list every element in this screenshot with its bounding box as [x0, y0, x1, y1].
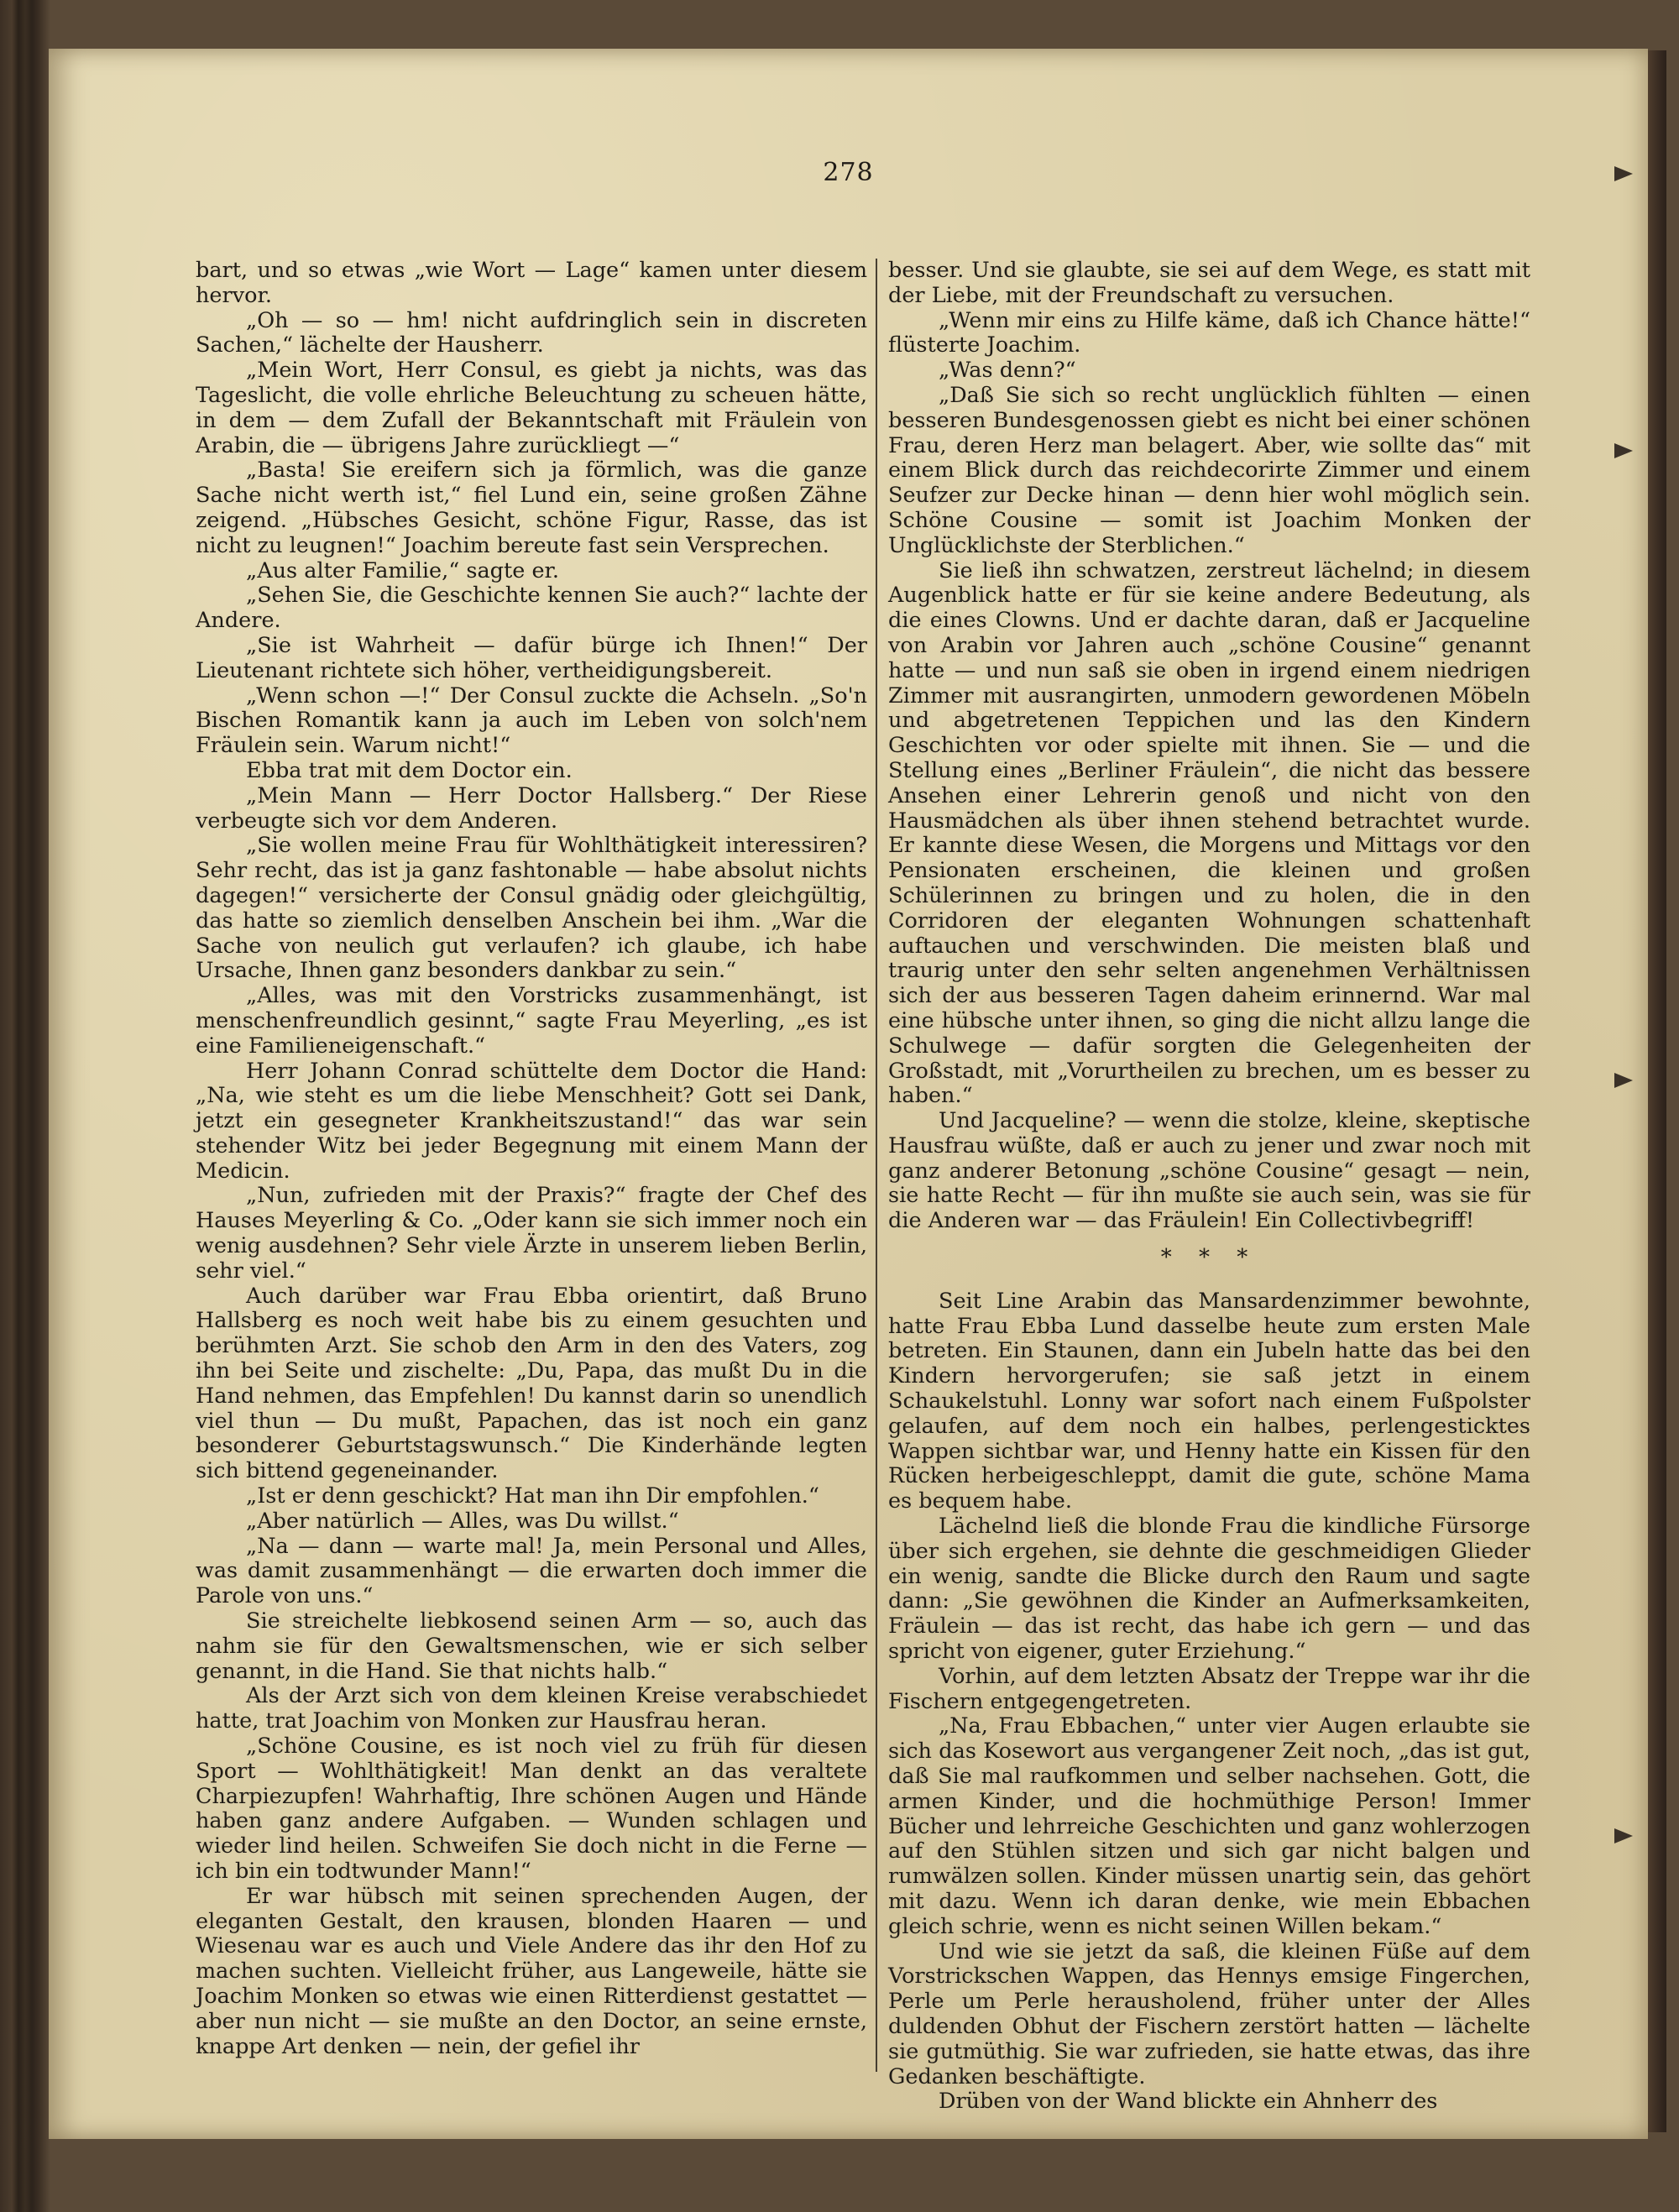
- paragraph: „Alles, was mit den Vorstricks zusammenhängt, ist menschenfreundlich gesinnt,“ sagte Frau Meyerling, „es ist eine Familieneigenschaft.“: [196, 983, 867, 1059]
- paragraph: Drüben von der Wand blickte ein Ahnherr des: [939, 2089, 1438, 2115]
- paragraph: Vorhin, auf dem letzten Absatz der Treppe war ihr die Fischern entgegengetreten.: [888, 1663, 1530, 1714]
- margin-arrow-mark: [1614, 1828, 1633, 1843]
- paragraph: „Mein Mann — Herr Doctor Hallsberg.“ Der Riese verbeugte sich vor dem Anderen.: [196, 782, 867, 834]
- paragraph: „Basta! Sie ereifern sich ja förmlich, was die ganze Sache nicht werth ist,“ fiel Lund ein, seine großen Zähne zeigend. „Hübsches Gesicht, schöne Figur, Rasse, das ist nicht zu leugnen!“ Joachim bereute fast sein Versprechen.: [196, 458, 867, 558]
- paragraph: „Oh — so — hm! nicht aufdringlich sein in discreten Sachen,“ lächelte der Hausherr.: [196, 307, 867, 358]
- paragraph: „Wenn schon —!“ Der Consul zuckte die Achseln. „So'n Bischen Romantik kann ja auch im Leben von solch'nem Fräulein sein. Warum nicht!“: [196, 682, 867, 759]
- paragraph: „Aber natürlich — Alles, was Du willst.“: [246, 1508, 679, 1534]
- paragraph: „Aus alter Familie,“ sagte er.: [246, 557, 560, 583]
- paragraph: Und wie sie jetzt da saß, die kleinen Füße auf dem Vorstrickschen Wappen, das Hennys emsige Fingerchen, Perle um Perle herausholend, früher unter der Alles duldenden Obhut der Fischern zerstört hatten — lächelte sie gutmüthig. Sie war zufrieden, sie hatte etwas, das ihre Gedanken beschäftigte.: [888, 1938, 1530, 2089]
- paragraph: „Mein Wort, Herr Consul, es giebt ja nichts, was das Tageslicht, die volle ehrliche Beleuchtung zu scheuen hätte, in dem — dem Zufall der Bekanntschaft mit Fräulein von Arabin, die — übrigens Jahre zurückliegt —“: [196, 358, 867, 458]
- paragraph: „Schöne Cousine, es ist noch viel zu früh für diesen Sport — Wohlthätigkeit! Man denkt an das veraltete Charpiezupfen! Wahrhaftig, Ihre schönen Augen und Hände haben ganz andere Aufgaben. — Wunden schlagen und wieder lind heilen. Schweifen Sie doch nicht in die Ferne — ich bin ein todtwunder Mann!“: [196, 1734, 867, 1884]
- paragraph: besser. Und sie glaubte, sie sei auf dem Wege, es statt mit der Liebe, mit der Freundschaft zu versuchen.: [888, 258, 1530, 308]
- paragraph: „Nun, zufrieden mit der Praxis?“ fragte der Chef des Hauses Meyerling & Co. „Oder kann sie sich immer noch ein wenig ausdehnen? Sehr viele Ärzte in unserem lieben Berlin, sehr viel.“: [196, 1183, 867, 1284]
- paragraph: Sie ließ ihn schwatzen, zerstreut lächelnd; in diesem Augenblick hatte er für sie keine andere Bedeutung, als die eines Clowns. Und er dachte daran, daß er Jacqueline von Arabin vor Jahren auch „schöne Cousine“ genannt hatte — und nun saß sie oben in irgend einem niedrigen Zimmer mit ausrangirten, unmodern gewordenen Möbeln und abgetretenen Teppichen und las den Kindern Geschichten vor oder spielte mit ihnen. Sie — und die Stellung eines „Berliner Fräulein“, die nicht das bessere Ansehen einer Lehrerin genoß und nicht von den Hausmädchen als über ihnen stehend betrachtet wurde. Er kannte diese Wesen, die Morgens und Mittags vor den Pensionaten erscheinen, die kleinen und großen Schülerinnen zu bringen und zu holen, die in den Corridoren der eleganten Wohnungen schattenhaft auftauchen und verschwinden. Die meisten blaß und traurig unter den sehr selten angenehmen Verhältnissen sich der aus besseren Tagen daheim erinnernd. War mal eine hübsche unter ihnen, so ging die nicht allzu lange die Schulwege — dafür sorgten die Gelegenheiten der Großstadt, mit „Vorurtheilen zu brechen, um es besser zu haben.“: [888, 557, 1530, 1109]
- paragraph: Und Jacqueline? — wenn die stolze, kleine, skeptische Hausfrau wüßte, daß er auch zu jener und zwar noch mit ganz anderer Betonung „schöne Cousine“ gesagt — nein, sie hatte Recht — für ihn mußte sie auch sein, was sie für die Anderen war — das Fräulein! Ein Collectivbegriff!: [888, 1108, 1530, 1234]
- paragraph: Er war hübsch mit seinen sprechenden Augen, der eleganten Gestalt, den krausen, blonden Haaren — und Wiesenau war es auch und Viele Andere das ihr den Hof zu machen suchten. Vielleicht früher, aus Langeweile, hätte sie Joachim Monken so etwas wie einen Ritterdienst gestattet — aber nun nicht — sie mußte an den Doctor, an seine ernste, knappe Art denken — nein, der gefiel ihr: [196, 1883, 867, 2059]
- paragraph: Seit Line Arabin das Mansardenzimmer bewohnte, hatte Frau Ebba Lund dasselbe heute zum ersten Male betreten. Ein Staunen, dann ein Jubeln hatte das bei den Kindern hervorgerufen; sie saß jetzt in einem Schaukelstuhl. Lonny war sofort nach einem Fußpolster gelaufen, auf dem noch ein halbes, perlengesticktes Wappen sichtbar war, und Henny hatte ein Kissen für den Rücken herbeigeschleppt, damit die gute, schöne Mama es bequem habe.: [888, 1288, 1530, 1514]
- paragraph: „Na — dann — warte mal! Ja, mein Personal und Alles, was damit zusammenhängt — die erwarten doch immer die Parole von uns.“: [196, 1533, 867, 1609]
- paragraph: „Sehen Sie, die Geschichte kennen Sie auch?“ lachte der Andere.: [196, 583, 867, 634]
- paragraph: Sie streichelte liebkosend seinen Arm — so, auch das nahm sie für den Gewaltsmenschen, wie er sich selber genannt, in die Hand. Sie that nichts halb.“: [196, 1608, 867, 1684]
- paragraph: Herr Johann Conrad schüttelte dem Doctor die Hand: „Na, wie steht es um die liebe Menschheit? Gott sei Dank, jetzt ein gesegneter Krankheitszustand!“ das war sein stehender Witz bei jeder Begegnung mit einem Mann der Medicin.: [196, 1058, 867, 1184]
- paragraph: „Na, Frau Ebbachen,“ unter vier Augen erlaubte sie sich das Kosewort aus vergangener Zeit noch, „das ist gut, daß Sie mal raufkommen und selber nachsehen. Gott, die armen Kinder, und die hochmüthige Person! Immer Bücher und lehrreiche Geschichten und ganz wohlerzogen auf den Stühlen sitzen und sich gar nicht balgen und rumwälzen sollen. Kinder müssen unartig sein, das gehört mit dazu. Wenn ich daran denke, wie mein Ebbachen gleich schrie, wenn es nicht seinen Willen bekam.“: [888, 1713, 1530, 1939]
- paragraph: bart, und so etwas „wie Wort — Lage“ kamen unter diesem hervor.: [196, 258, 867, 308]
- paragraph: „Was denn?“: [939, 358, 1076, 384]
- paragraph: Lächelnd ließ die blonde Frau die kindliche Fürsorge über sich ergehen, sie dehnte die geschmeidigen Glieder ein wenig, sandte die Blicke durch den Raum und sagte dann: „Sie gewöhnen die Kinder an Aufmerksamkeiten, Fräulein — das ist recht, das habe ich gern — und das spricht von eigener, guter Erziehung.“: [888, 1514, 1530, 1665]
- paragraph: Als der Arzt sich von dem kleinen Kreise verabschiedet hatte, trat Joachim von Monken zur Hausfrau heran.: [196, 1683, 867, 1734]
- paragraph: „Sie ist Wahrheit — dafür bürge ich Ihnen!“ Der Lieutenant richtete sich höher, vertheidigungsbereit.: [196, 632, 867, 683]
- margin-arrow-mark: [1614, 443, 1633, 458]
- paragraph: Auch darüber war Frau Ebba orientirt, daß Bruno Hallsberg es noch weit habe bis zu einem gesuchten und berühmten Arzt. Sie schob den Arm in den des Vaters, zog ihn bei Seite und zischelte: „Du, Papa, das mußt Du in die Hand nehmen, das Empfehlen! Du kannst darin so unendlich viel thun — Du mußt, Papachen, das ist noch ein ganz besonderer Geburtstagswunsch.“ Die Kinderhände legten sich bittend gegeneinander.: [196, 1283, 867, 1484]
- paragraph: „Ist er denn geschickt? Hat man ihn Dir empfohlen.“: [246, 1483, 819, 1509]
- page-number: 278: [823, 158, 874, 187]
- margin-arrow-mark: [1614, 166, 1633, 181]
- column-divider: [876, 259, 877, 2072]
- book-page: [49, 49, 1648, 2139]
- section-break-stars: * * *: [1160, 1245, 1258, 1271]
- paragraph: „Sie wollen meine Frau für Wohlthätigkeit interessiren? Sehr recht, das ist ja ganz fashtonable — habe absolut nichts dagegen!“ versicherte der Consul gnädig oder gleichgültig, das hatte so ziemlich denselben Anschein bei ihm. „War die Sache von neulich gut verlaufen? ich glaube, ich habe Ursache, Ihnen ganz besonders dankbar zu sein.“: [196, 833, 867, 984]
- left-text-column: [196, 259, 867, 2059]
- paragraph: „Wenn mir eins zu Hilfe käme, daß ich Chance hätte!“ flüsterte Joachim.: [888, 307, 1530, 358]
- right-text-column: [888, 259, 1530, 2115]
- paragraph: Ebba trat mit dem Doctor ein.: [246, 757, 573, 783]
- paragraph: „Daß Sie sich so recht unglücklich fühlten — einen besseren Bundesgenossen giebt es nicht bei einer schönen Frau, deren Herz man belagert. Aber, wie sollte das“ mit einem Blick durch das reichdecorirte Zimmer und einem Seufzer zur Decke hinan — denn hier wohl möglich sein. Schöne Cousine — somit ist Joachim Monken der Unglücklichste der Sterblichen.“: [888, 382, 1530, 558]
- margin-arrow-mark: [1614, 1073, 1633, 1088]
